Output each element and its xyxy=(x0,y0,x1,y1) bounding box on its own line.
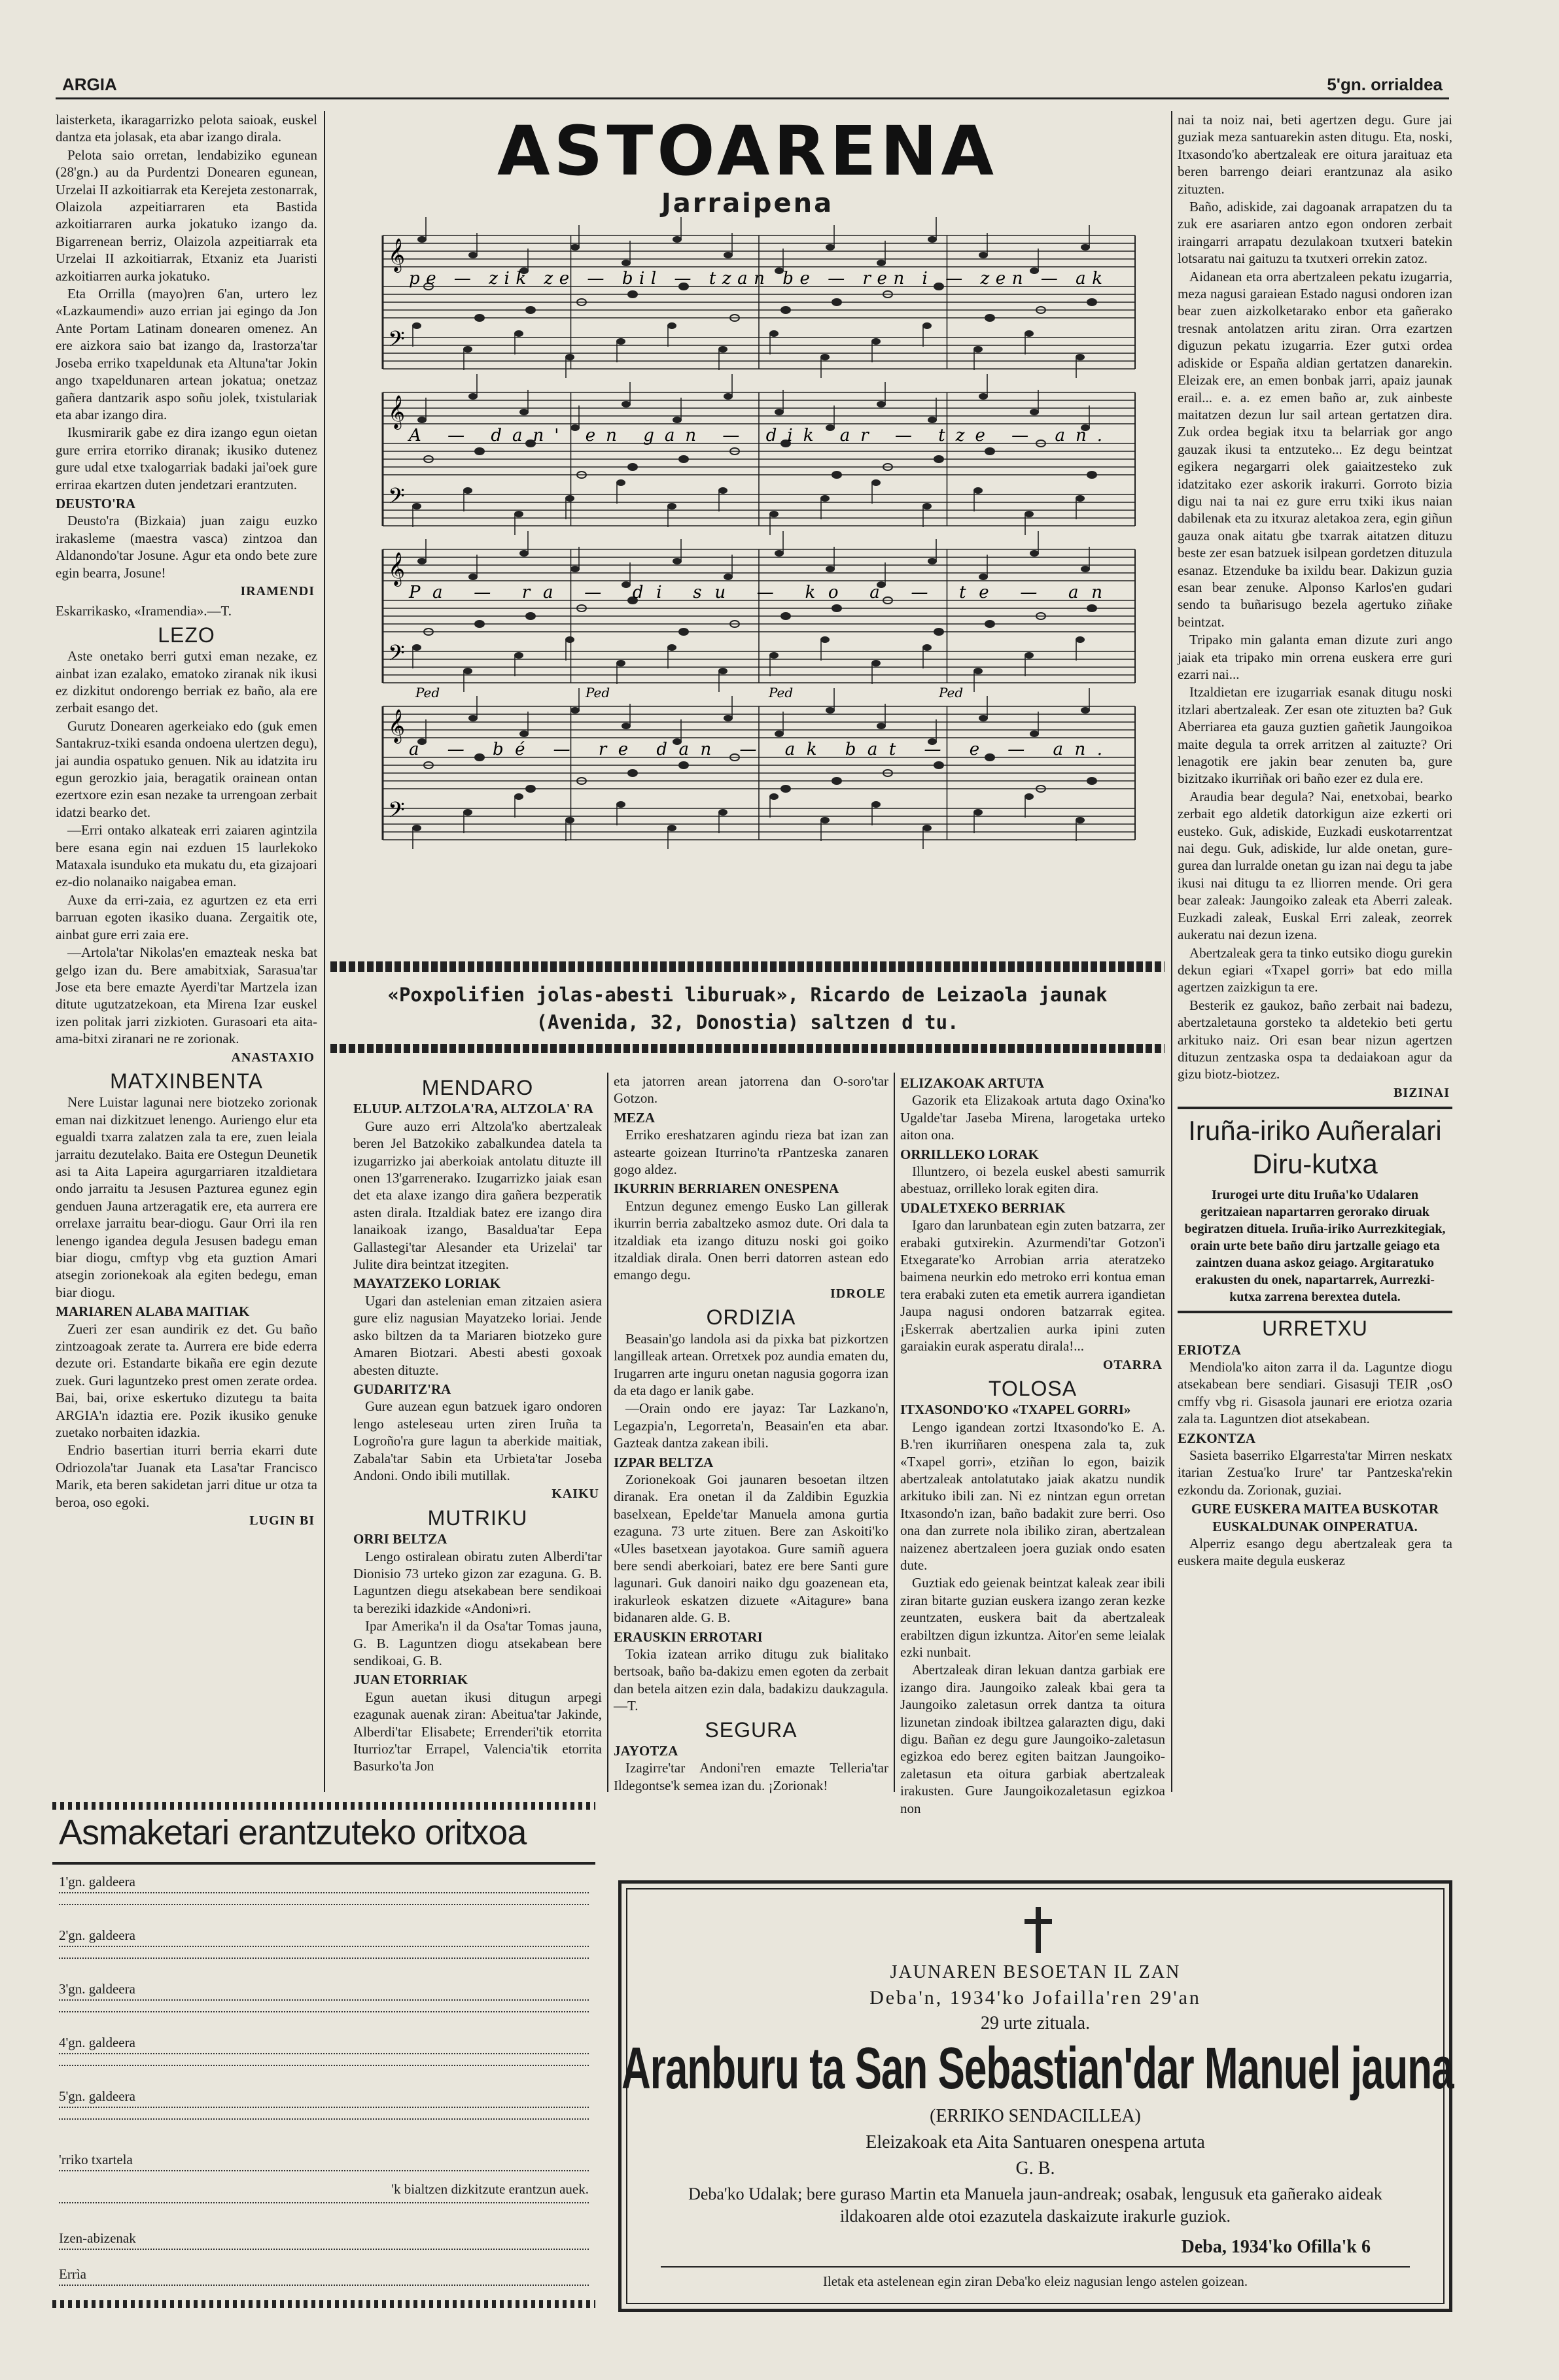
paragraph: Besterik ez gaukoz, baño zerbait nai badezu, abertzaletauna gorsteko ta aldetekio beti gertu arkituko naiz. Ori esan bear nizun agertzen dituzun zentzaska ospa ta dedaiakoan agur da gizu biotz-biotzez. xyxy=(1178,997,1452,1082)
answer-row[interactable] xyxy=(59,2088,589,2108)
note-head xyxy=(826,566,835,572)
note-head xyxy=(565,354,574,360)
signature: KAIKU xyxy=(552,1487,599,1502)
ad-title: Diru-kutxa xyxy=(1252,1148,1378,1180)
subheading: GUDARITZ'RA xyxy=(353,1381,451,1397)
paragraph: Mendiola'ko aiton zarra il da. Laguntze diogu atsekabean bere sendiari. Gisasuji TEIR ,osO cmffy vbg ri. Gisasola jaunari ere eriotza ozaria zala ta. Laguntzen diot atsekabean. xyxy=(1178,1358,1452,1427)
paragraph: Aste onetako berri gutxi eman nezake, ez ainbat izan ezalako, ematoko ziranak nik ikusi ez dizkitut ondorengo berriak ez baño, ala ere zerbait esango det. xyxy=(56,648,317,716)
note-head xyxy=(526,307,535,313)
note-head xyxy=(417,236,427,243)
obit-line: Eleizakoak eta Aita Santuaren onespena artuta xyxy=(866,2132,1205,2152)
subheading: JAYOTZA xyxy=(614,1743,678,1759)
note-head xyxy=(826,244,835,250)
lyric-line: a — bé — re dan — ak bat — e — an. xyxy=(409,740,1103,759)
note-head xyxy=(412,825,421,831)
note-head xyxy=(922,322,932,329)
note-head xyxy=(985,315,994,321)
note-head xyxy=(877,401,886,407)
note-head xyxy=(1081,707,1090,714)
note-head xyxy=(928,236,937,243)
bottom-border xyxy=(52,2300,595,2308)
note-head xyxy=(871,338,881,345)
note-head xyxy=(928,558,937,564)
note-head xyxy=(934,456,943,462)
note-head xyxy=(820,354,830,360)
note-head xyxy=(985,448,994,455)
feature-subtitle: Jarraipena xyxy=(661,188,834,218)
obit-line: G. B. xyxy=(1015,2158,1055,2179)
note-head xyxy=(877,260,886,266)
paragraph: Ugari dan astelenian eman zitzaien asiera gure eliz nagusian Mayatzeko loriai. Jende asko biltzen da ta Mariaren biotzeko gure Amaren Biotzari. Abesti abesti goxoak abesten dituzte. xyxy=(353,1292,602,1378)
section-heading: URRETXU xyxy=(1262,1317,1368,1341)
note-head xyxy=(775,731,784,737)
signature: ANASTAXIO xyxy=(231,1050,315,1065)
note-head xyxy=(1087,299,1096,305)
note-head xyxy=(724,393,733,400)
paragraph: —Orain ondo ere jayaz: Tar Lazkano'n, Legazpia'n, Legorreta'n, Beasain'en eta abar. Gazteak dantza zakean ibili. xyxy=(614,1400,888,1451)
note-head xyxy=(781,785,790,792)
note-head xyxy=(514,793,523,800)
note-head xyxy=(769,511,779,517)
note-head xyxy=(514,511,523,517)
obit-line: (ERRIKO SENDACILLEA) xyxy=(930,2106,1141,2126)
bass-clef: 𝄢 xyxy=(388,641,405,671)
signature: BIZINAI xyxy=(1393,1085,1450,1100)
note-head xyxy=(928,417,937,423)
note-head xyxy=(979,393,988,400)
note-head xyxy=(718,809,727,816)
paragraph: Beasain'go landola asi da pixka bat pizkortzen langilleak artean. Orretxek poz aundia ematen du, Irugarren arte inguru onetan nagusia gogorra izan da eta dago er lanik gabe. xyxy=(614,1330,888,1398)
paragraph: Abertzaleak gera ta tinko eutsiko diogu gurekin dekun egiari «Txapel gorri» bat edo milla agertzen zaizkigun ta ere. xyxy=(1178,944,1452,995)
subheading: JUAN ETORRIAK xyxy=(353,1672,468,1688)
note-head xyxy=(475,315,484,321)
note-head xyxy=(775,550,784,557)
ped-mark: Ped xyxy=(939,685,964,700)
note-head xyxy=(679,762,688,768)
note-head xyxy=(412,322,421,329)
note-head xyxy=(565,636,574,643)
note-head xyxy=(622,581,631,588)
note-head xyxy=(718,668,727,674)
treble-clef: 𝄞 xyxy=(388,709,406,742)
answer-row[interactable] xyxy=(59,1981,589,2001)
paragraph: Egun auetan ikusi ditugun arpegi ezagunak auenak ziran: Abeitua'tar Jakinde, Alberdi'tar Elisabete; Errenderi'tik etorrita Iturrioz'tar Errapel, Valencia'tik etorrita Basurko'ta Jon xyxy=(353,1689,602,1774)
subheading: GURE EUSKERA MAITEA BUSKOTAR EUSKALDUNAK OINPERATUA. xyxy=(1191,1501,1439,1534)
subheading: ERAUSKIN ERROTARI xyxy=(614,1629,763,1645)
signature: OTARRA xyxy=(1102,1357,1163,1372)
paragraph: Sasieta baserriko Elgarresta'tar Mirren neskatx itarian Zestua'ko Irure' tar Pantzeska'rekin ezkondu da. Zorionak, guziai. xyxy=(1178,1447,1452,1498)
score-bottom-rule xyxy=(330,961,1165,972)
section-heading: ORDIZIA xyxy=(706,1305,796,1330)
answer-row-label: 4'gn. galdeera xyxy=(59,2035,135,2050)
note-head xyxy=(1076,636,1085,643)
paragraph: Gure auzo erri Altzola'ko abertzaleak beren Jel Batzokiko zabalkundea datela ta izugarrizko jai aberkoiak antolatu dituzte ill onen 13'garrenerako. Izugarrizko jaiak esan det eta alaxe izango dira gañera bezperatik asten dirala. Itzaldiak batez ere izango dira lanaikoak izango, Basaldua'tar Eepa Gallastegi'tar Alesander eta Urizelai' tar Julite dira beintzat itzegiten. xyxy=(353,1118,602,1273)
treble-clef: 𝄞 xyxy=(388,238,406,271)
note-head xyxy=(570,707,580,714)
paragraph: Zorionekoak Goi jaunaren besoetan iltzen diranak. Era onetan il da Zaldibin Eguzkia baselxean, Epelde'tar Manuela amona gurtia ezaguna. 73 urte zituen. Bere zan Askoiti'ko «Ules basetxean jayotakoa. Gure samiñ aguera bere sendi aberkoiari, batez ere bere Santi gure lagunari. Guk danoiri naiko dgu goazenean eta, irakurleok eskatzen dizuete «Aitagure» bana bidanaren alde. G. B. xyxy=(614,1471,888,1626)
column-divider xyxy=(894,1073,895,1792)
subheading: ELUUP. ALTZOLA'RA, ALTZOLA' RA xyxy=(353,1101,594,1117)
bass-clef: 𝄢 xyxy=(388,327,405,357)
note-head xyxy=(628,464,637,470)
lyric-line: pe — zik ze — bil — tzan be — ren i — zen — ak xyxy=(409,269,1103,288)
obit-line: Deba'n, 1934'ko Jofailla'ren 29'an xyxy=(869,1987,1201,2009)
note-head xyxy=(973,809,983,816)
paragraph: Aidanean eta orra abertzaleen pekatu izugarria, meza nagusi garaiean Estado nagusi ondoren izan bear zuen aizkolketarako enbor eta gañerako tresnak antolatzen aritu ziran. Orra ezartzen diguzun pekatu izugarria. Ezer gutxi ordea adiskide or España aldian gertatzen danarekin. Eleizak ere, an emen bonbak jarri, apaiz jaunak erail... e. a. ez emen baño ar, zuk ainbeste maitatzen dezun lur sail artean gertatzen dira. Zuk ordea begiak itxu ta belarriak gor ango gauzak ikusi ta entzuteko... Ez degu beintzat egikera negargarri olek gaiaitzesteko zuk idatzitako ezer askorik irakurri. Gorroto bizia digu nai ta nai ez gure erru txiki ikus naian dabilenak eta zu itxuraz aletakoa zera, egin giñun gauza onak aitatu gbe txarrak aitatzen dituzu beste zer esan batzuek isilpean gordetzen dituzula esanaz. Etzenduke ba ixildu bear. Dakizun guzia esan bear zenuke. Alponso Karlos'en gudari sendo ta buñarisugo bezela agertuko ziñake beintzat. xyxy=(1178,268,1452,630)
answer-line[interactable] xyxy=(59,2065,589,2066)
note-head xyxy=(769,330,779,337)
signature: LUGIN BI xyxy=(249,1513,315,1528)
note-head xyxy=(724,252,733,258)
note-head xyxy=(922,503,932,509)
paragraph: laisterketa, ikaragarrizko pelota saioak, euskel dantza eta jolasak, eta abar izango dirala. xyxy=(56,112,317,145)
paragraph: Itzaldietan ere izugarriak esanak ditugu noski itzlari abertzaleak. Zer esan ote zituzten ba? Guk Aberriarea eta gauza guztien gañetik Jaungoikoa maite degula ta orrek arritzen al zaituzte? Ori lenagotik ere jakin bear zenuten ba, gure bizitzako ikurriñak ori baño ezer ez dula ere. xyxy=(1178,684,1452,787)
note-head xyxy=(616,338,625,345)
note-head xyxy=(871,479,881,486)
subheading: MEZA xyxy=(614,1109,655,1126)
note-head xyxy=(1087,778,1096,784)
note-head xyxy=(1025,652,1034,659)
bass-clef: 𝄢 xyxy=(388,484,405,514)
note-head xyxy=(667,503,676,509)
note-head xyxy=(616,801,625,808)
title-rule xyxy=(52,1862,595,1865)
note-head xyxy=(922,825,932,831)
paragraph: Araudia bear degula? Nai, enetxobai, bearko zerbait ego aldetik datorkigun aize ezkerti ori eusteko. Guk, adiskide, Euzkadi euskotarrentzat nai degu. Guk, adiskide, lur alde onetan, gure-gurea dan lurralde onetan gu izan nai degu ta jabe ikusi nai ditugu ta ez lliorren mende. Ori gera bear zaleak: Jaungoiko zaleak eta Aberri zaleak. Euzkadi zaleak, Euskal Erri zaleak, zeorrek aukeratu nai dezun izena. xyxy=(1178,788,1452,943)
answer-line[interactable] xyxy=(59,1957,589,1959)
page-header xyxy=(56,72,1449,99)
deceased-name: Aranburu ta San Sebastian'dar Manuel jauna xyxy=(622,2036,1454,2102)
note-head xyxy=(526,613,535,619)
puzzle-answer-form xyxy=(52,1802,595,2312)
obit-date: Deba, 1934'ko Ofilla'k 6 xyxy=(1181,2237,1371,2257)
note-head xyxy=(724,574,733,580)
note-head xyxy=(667,322,676,329)
note-head xyxy=(679,629,688,635)
note-head xyxy=(832,605,841,612)
paragraph: Erriko ereshatzaren agindu rieza bat izan zan astearte goizean Iturrino'ta rPantzeska zanaren gogo aldez. xyxy=(614,1127,888,1178)
note-head xyxy=(519,731,529,737)
section-heading: TOLOSA xyxy=(988,1376,1077,1400)
paragraph: Deusto'ra (Bizkaia) juan zaigu euzko irakasleme (maestra vasca) zintzoa dan Aldanondo'tar Josune. Agur eta ondo bete zure egin bearra, Josune! xyxy=(56,513,317,581)
note-head xyxy=(832,778,841,784)
note-head xyxy=(820,495,830,502)
savings-bank-ad xyxy=(1178,1107,1452,1313)
paragraph: Entzun degunez emengo Eusko Lan gillerak ikurrin berria zabaltzeko asmoz dute. Ori dala ta itzaldiak eta izango dituzu noski goi goiko itzaldiak dirala. Onen berri datorren astean edo emango degu. xyxy=(614,1198,888,1283)
treble-clef: 𝄞 xyxy=(388,395,406,428)
paragraph: eta jatorren arean jatorrena dan O-soro'tar Gotzon. xyxy=(614,1073,888,1107)
paragraph: Izagirre'tar Andoni'ren emazte Telleria'tar Ildegontse'k semea izan du. ¡Zorionak! xyxy=(614,1760,888,1793)
paragraph: Zueri zer esan aundirik ez det. Gu baño zintzoagoak zerate ta. Aurrera ere bide ederra dezute ori. Estandarte bikaña ere egin dezute zuek. Guri laguntzeko prest omen zerate ordea. Bai, bai, orixe eskertuko dizutegu ta baita ARGIA'n idaztia ere. Pozik ikusiko genuke zuetako norbaiten idazkia. xyxy=(56,1320,317,1441)
note-head xyxy=(1030,731,1039,737)
songbook-caption-2: (Avenida, 32, Donostia) saltzen d tu. xyxy=(536,1011,959,1033)
obit-line: Deba'ko Udalak; bere guraso Martin eta Manuela jaun-andreak; osabak, lengusuk eta gañerako aideak ildakoaren alde otoi ezazutela daskaizute irakurle guziok. xyxy=(688,2184,1382,2226)
treble-clef: 𝄞 xyxy=(388,552,406,585)
note-head xyxy=(673,558,682,564)
note-head xyxy=(871,801,881,808)
top-border xyxy=(52,1802,595,1810)
column-2 xyxy=(353,1073,602,1792)
note-head xyxy=(832,299,841,305)
subheading: IZPAR BELTZA xyxy=(614,1454,714,1470)
note-head xyxy=(973,346,983,353)
obit-line: 29 urte zituala. xyxy=(980,2013,1091,2033)
paragraph: Tripako min galanta eman dizute zuri ango jaiak eta tripako min orrena euskera erre guri ezarri nai... xyxy=(1178,632,1452,682)
paragraph: Eskarrikasko, «Iramendia».—T. xyxy=(56,603,232,619)
note-head xyxy=(673,417,682,423)
answer-row-label: 2'gn. galdeera xyxy=(59,1927,135,1943)
paragraph: Pelota saio orretan, lendabiziko egunean (28'gn.) au da Purdentzi Donearen egunean, Urzelai II azkoitiarrak eta Kerejeta zestonarrak, Olaizola azpeitiarraren eta Bastida azkoitiarraren aurka jokatuko izango da. Bigarrenean berriz, Olaizola azpeitiarrak eta Urzelai II azkoitiarrak, Etxaniz eta Juaristi azkoitiarren aurka jokatuko. xyxy=(56,147,317,284)
paragraph: —Erri ontako alkateak erri zaiaren agintzila bere esana egin nai ezduen 15 laurlekoko Mataxala isunduko eta mukatu du, eta gizajoari ez-dio nolanaiko naigabea eman. xyxy=(56,822,317,890)
note-head xyxy=(1025,511,1034,517)
lyric-line: Pa — ra — di su — ko a — te — an xyxy=(409,583,1103,602)
column-5 xyxy=(1178,111,1452,1795)
paragraph: Tokia izatean arriko ditugu zuk bialitako bertsoak, baño ba-dakizu emen egoten da zerbait dan betela aitzen ezin dala, badakizu daukzagula.—T. xyxy=(614,1646,888,1714)
column-divider xyxy=(324,111,325,1792)
answer-row[interactable] xyxy=(59,2035,589,2054)
note-head xyxy=(417,558,427,564)
subheading: UDALETXEKO BERRIAK xyxy=(900,1199,1066,1216)
answer-row-label: 3'gn. galdeera xyxy=(59,1981,135,1997)
note-head xyxy=(667,825,676,831)
note-head xyxy=(1025,793,1034,800)
note-head xyxy=(1076,354,1085,360)
form-line: 'k bialtzen dizkitzute erantzun auek. xyxy=(59,2181,589,2203)
form-line[interactable]: Errìa xyxy=(59,2266,589,2286)
note-head xyxy=(463,346,472,353)
ped-mark: Ped xyxy=(769,685,794,700)
feature-title: ASTOARENA xyxy=(497,111,998,191)
paragraph: Gure auzean egun batzuek igaro ondoren lengo asteleseau urten ziren Iruña ta Logroño'ra gure lagun ta aberkide maitiak, Zabala'tar Sabin eta Urbieta'tar Joseba Andoni. Ondo ibili mutillak. xyxy=(353,1398,602,1483)
note-head xyxy=(565,817,574,823)
note-head xyxy=(973,487,983,494)
note-head xyxy=(769,793,779,800)
paragraph: nai ta noiz nai, beti agertzen degu. Gure jai guziak meza santuarekin asten ditugu. Eta, noski, Itxasondo'ko abertzaleak ere oitura jaraituaz eta beren barrengo deiari erantzunaz ala asiko zituzten. xyxy=(1178,112,1452,197)
note-head xyxy=(826,707,835,714)
answer-line[interactable] xyxy=(59,1904,589,1905)
subheading: ORRI BELTZA xyxy=(353,1531,447,1547)
music-score xyxy=(376,235,1178,889)
paragraph: Nere Luistar lagunai nere biotzeko zorionak eman nai dizkitzuet lenengo. Auriengo elur eta egualdi txarra zalatzen zala ta ere, zuen leiala jarraitu dezutelako. Baita ere Ostegun Deunetik asi ta Aita Lapeira agurgarriaren itzaldietara ondo jarraitu ta Jesusen Pazturea egunez egin genduen Jauna artzeragatik ere, eta aurrera ere orrelaxe jarraitu bear-diogu. Gaur Orri ila ren lenengo igandea degula Jesusen badegu eman biar diogu, cmftyp vbg eta guztion Amari atsegin zorionekoak ala egiten bedegu, eman biar diogu. xyxy=(56,1094,318,1300)
obit-footer: Iletak eta astelenean egin ziran Deba'ko eleiz nagusian lengo astelen goizean. xyxy=(822,2273,1248,2289)
note-head xyxy=(781,613,790,619)
answer-row[interactable] xyxy=(59,1927,589,1947)
ad-text: Irurogei urte ditu Iruña'ko Udalaren geritzaiean napartarren gerorako diruak begiratzen dituela. Iruña-iriko Aurrezkitegiak, orain urte bete baño diru jartzalle geiago eta zaintzen duana askoz geiago. Argitaratuko erakusten du onek, napartarrek, Aurrezki-kutxa zarrena berextea dutela. xyxy=(1184,1188,1446,1305)
note-head xyxy=(565,495,574,502)
note-head xyxy=(1076,817,1085,823)
note-head xyxy=(622,723,631,729)
note-head xyxy=(514,330,523,337)
column-divider xyxy=(1171,111,1172,1792)
note-head xyxy=(673,236,682,243)
note-head xyxy=(1076,495,1085,502)
note-head xyxy=(832,472,841,478)
note-head xyxy=(1030,409,1039,415)
paragraph: Auxe da erri-zaia, ez agurtzen ez eta erri barruan egoten ikasiko duana. Zergaitik ote, ainbat gure erri zaia ere. xyxy=(56,891,317,942)
bass-clef: 𝄢 xyxy=(388,798,405,828)
section-heading: SEGURA xyxy=(705,1717,797,1742)
note-head xyxy=(519,409,529,415)
note-head xyxy=(622,401,631,407)
note-head xyxy=(1081,566,1090,572)
header-left: ARGIA xyxy=(62,75,117,94)
answer-row[interactable] xyxy=(59,1874,589,1893)
note-head xyxy=(475,448,484,455)
note-head xyxy=(877,723,886,729)
answer-row-label: 5'gn. galdeera xyxy=(59,2088,135,2104)
note-head xyxy=(628,770,637,776)
note-head xyxy=(468,574,478,580)
paragraph: Baño, adiskide, zai dagoanak arrapatzen du ta zuk ere asariaren antzo egon ondoren zerbait iraingarri arrapatu dezulakoan txutxeri batekin lotsaratu nai gaituzu ta txutxeri orrekin zatoz. xyxy=(1178,199,1452,267)
note-head xyxy=(934,629,943,635)
column-divider xyxy=(607,1073,608,1792)
paragraph: Lengo ostiralean obiratu zuten Alberdi'tar Dionisio 73 urteko gizon zar ezaguna. G. B. Laguntzen diegu atsekabean bere sendikoai ta bereziki idazkide «Andoni»ri. xyxy=(353,1548,602,1616)
note-head xyxy=(514,652,523,659)
note-head xyxy=(570,566,580,572)
paragraph: Lengo igandean zortzi Itxasondo'ko E. A. B.'ren ikurriñaren onespena zala ta, zuk «Txapel gorri», etziñan lo egon, baizik abertzaleak antolatutako jaiak akatzu nundik arkituko ibili zan. Ni ez nintzan egun orretan Itxasondo'n izan, baño badakit zure berri. Oso ona dan zurrete nola ibiliko ziran, abertzalean naizenez abertzaleen joera guziak ondo esaten dute. xyxy=(900,1419,1165,1573)
note-head xyxy=(820,817,830,823)
lyric-line: A — dan' en gan — dik ar — tze — an. xyxy=(409,426,1102,445)
column-4 xyxy=(900,1073,1165,1816)
note-head xyxy=(412,503,421,509)
note-head xyxy=(463,668,472,674)
answer-row-label: 1'gn. galdeera xyxy=(59,1874,135,1889)
note-head xyxy=(519,550,529,557)
songbook-caption-1: «Poxpolifien jolas-abesti liburuak», Ricardo de Leizaola jaunak xyxy=(387,984,1108,1006)
obit-rule xyxy=(661,2266,1410,2268)
subheading: MAYATZEKO LORIAK xyxy=(353,1275,501,1292)
note-head xyxy=(616,479,625,486)
signature: IRAMENDI xyxy=(240,583,315,598)
note-head xyxy=(922,644,932,651)
subheading: EZKONTZA xyxy=(1178,1430,1256,1446)
caption-bottom-rule xyxy=(330,1044,1165,1053)
note-head xyxy=(781,307,790,313)
ped-mark: Ped xyxy=(415,685,440,700)
subheading: ORRILLEKO LORAK xyxy=(900,1146,1039,1162)
paragraph: Ipar Amerika'n il da Osa'tar Tomas jauna, G. B. Laguntzen diogu atsekabean bere sendikoai, G. B. xyxy=(353,1618,602,1668)
column-1 xyxy=(56,111,317,1795)
paragraph: —Artola'tar Nikolas'en emazteak neska bat gelgo izan du. Bere amabitxiak, Sarasua'tar Jose eta bere emazte Ayerdi'tar Martzela izan ditute ugutzatzekoan, eta Mirena Izar euskel izen politak jarri zizkioten. Gurasoari eta aita-ama-bitxi ziranari ne re zorionak. xyxy=(56,944,317,1047)
form-title: Asmaketari erantzuteko oritxoa xyxy=(59,1813,527,1852)
note-head xyxy=(769,652,779,659)
paragraph: Illuntzero, oi bezela euskel abesti samurrik abestuaz, orrilleko lorak egiten dira. xyxy=(900,1164,1165,1197)
paragraph: Gazorik eta Elizakoak artuta dago Oxina'ko Ugalde'tar Jaseba Mirena, larogetaka urteko aiton ona. xyxy=(900,1092,1165,1143)
note-head xyxy=(1087,605,1096,612)
note-head xyxy=(463,487,472,494)
note-head xyxy=(724,715,733,721)
note-head xyxy=(820,636,830,643)
form-line[interactable]: 'rriko txartela xyxy=(59,2152,589,2171)
note-head xyxy=(679,456,688,462)
ad-title: Iruña-iriko Auñeralari xyxy=(1188,1115,1442,1147)
subheading: ITXASONDO'KO «TXAPEL GORRI» xyxy=(900,1402,1131,1418)
note-head xyxy=(463,809,472,816)
paragraph: Eta Orrilla (mayo)ren 6'an, urtero lez «Lazkaumendi» auzo errian jai egingo da Jon Ante Portam Latinam donearen omenez. An ere aizkora saio bat izango da, Irastorza'tar Joseba erriko txapeldunak eta Altuna'tar Jokin ango txapeldunaren artean jokatua; onetzaz gañera dantzarik aspo soñu jolek, txistulariak eta abar izango dira. xyxy=(56,286,317,423)
note-head xyxy=(718,487,727,494)
note-head xyxy=(475,621,484,627)
ped-mark: Ped xyxy=(586,685,610,700)
paragraph: Igaro dan larunbatean egin zuten batzarra, zer erabaki gutxirekin. Azurmendi'tar Gotzon'i Etxegarate'ko Arrobian arria ateratzeko baimena neurkin edo metroko erri kontua eman tera erabaki zuten eta emetik aurrera igandietan Jaupa nagusi ondoren batzarrak egitea. ¡Eskerrak abertzalien aurka ipini zuten garaiakin eurak asperatu dirala!... xyxy=(900,1217,1165,1354)
note-head xyxy=(468,252,478,258)
note-head xyxy=(718,346,727,353)
subheading: IKURRIN BERRIAREN ONESPENA xyxy=(614,1181,839,1197)
paragraph: Endrio basertian iturri berria ekarri dute Odriozola'tar Juanak eta Lasa'tar Francisco Marik, eta beren sakidetan jarri ditue ur otza ta beroa, oso egoki. xyxy=(56,1442,317,1510)
paragraph: Gurutz Donearen agerkeiako edo (guk emen Santakruz-txiki esanda ondoena ulertzen degu), jai aundia ospatuko genuen. Nik au idatzita iru egun gerozkio jaia, beragatik orainean ontan ezertxore ezin esan nezake ta urrengoan zerbait idatzi bearko det. xyxy=(56,717,317,820)
note-head xyxy=(871,660,881,666)
obituary-notice xyxy=(618,1880,1452,2312)
answer-line[interactable] xyxy=(59,2011,589,2012)
signature: IDROLE xyxy=(830,1286,886,1301)
note-head xyxy=(1087,472,1096,478)
paragraph: Ikusmirarik gabe ez dira izango egun oietan gure errira etorriko diranak; ikusiko dutenez gure udal etxe txalogarriak badaki jai'oek gure erriraa ekartzen duten jendetzari erantzuten. xyxy=(56,424,317,492)
cross-icon xyxy=(1025,1907,1052,1953)
note-head xyxy=(468,393,478,400)
note-head xyxy=(622,260,631,266)
subheading: MARIAREN ALABA MAITIAK xyxy=(56,1303,250,1320)
section-heading: LEZO xyxy=(158,623,215,647)
note-head xyxy=(628,291,637,298)
note-head xyxy=(570,244,580,250)
column-3 xyxy=(614,1073,888,1792)
subheading: ELIZAKOAK ARTUTA xyxy=(900,1075,1044,1091)
note-head xyxy=(979,574,988,580)
subheading: ERIOTZA xyxy=(1178,1341,1241,1358)
section-heading: MUTRIKU xyxy=(427,1506,528,1530)
note-head xyxy=(934,762,943,768)
note-head xyxy=(775,409,784,415)
obit-line: JAUNAREN BESOETAN IL ZAN xyxy=(890,1962,1181,1982)
answer-line[interactable] xyxy=(59,2118,589,2120)
feature-block xyxy=(330,111,1165,1079)
note-head xyxy=(979,715,988,721)
paragraph: Guztiak edo geienak beintzat kaleak zear ibili ziran bitarte guzian euskera izango zeran kezke zeuntzaten, euskera bait da abertzaleak erabiltzen digun izkuntza. Aitor'en seme leialak ezki nunbait. xyxy=(900,1575,1165,1660)
note-head xyxy=(667,644,676,651)
note-head xyxy=(985,621,994,627)
note-head xyxy=(973,668,983,674)
note-head xyxy=(526,785,535,792)
paragraph: Abertzaleak diran lekuan dantza garbiak ere izango dira. Jaungoiko zaleak kbai gera ta Jaungoiko zaletasun orrek dantza ta oitura lizunetan zindoak ibiltzea galarazten digu, daki digu. Bañan ez degu gure Jaungoiko-zaletasun egizkoa edo berez egiten baitzan Jaungoiko-zaletasun eta oitura garbiak abertzaleak irakusten. Gure Jaungoikozaletasun egizkoa non xyxy=(900,1662,1165,1816)
note-head xyxy=(468,715,478,721)
note-head xyxy=(412,644,421,651)
subheading: DEUSTO'RA xyxy=(56,495,136,511)
section-heading: MENDARO xyxy=(421,1076,534,1099)
paragraph: Alperriz esango degu abertzaleak gera ta euskera maite degula euskeraz xyxy=(1178,1536,1452,1569)
header-right: 5'gn. orrialdea xyxy=(1327,75,1443,94)
note-head xyxy=(1030,550,1039,557)
note-head xyxy=(1025,330,1034,337)
note-head xyxy=(616,660,625,666)
section-heading: MATXINBENTA xyxy=(110,1069,263,1093)
form-line[interactable]: Izen-abizenak xyxy=(59,2230,589,2250)
note-head xyxy=(1081,244,1090,250)
note-head xyxy=(417,417,427,423)
note-head xyxy=(979,252,988,258)
